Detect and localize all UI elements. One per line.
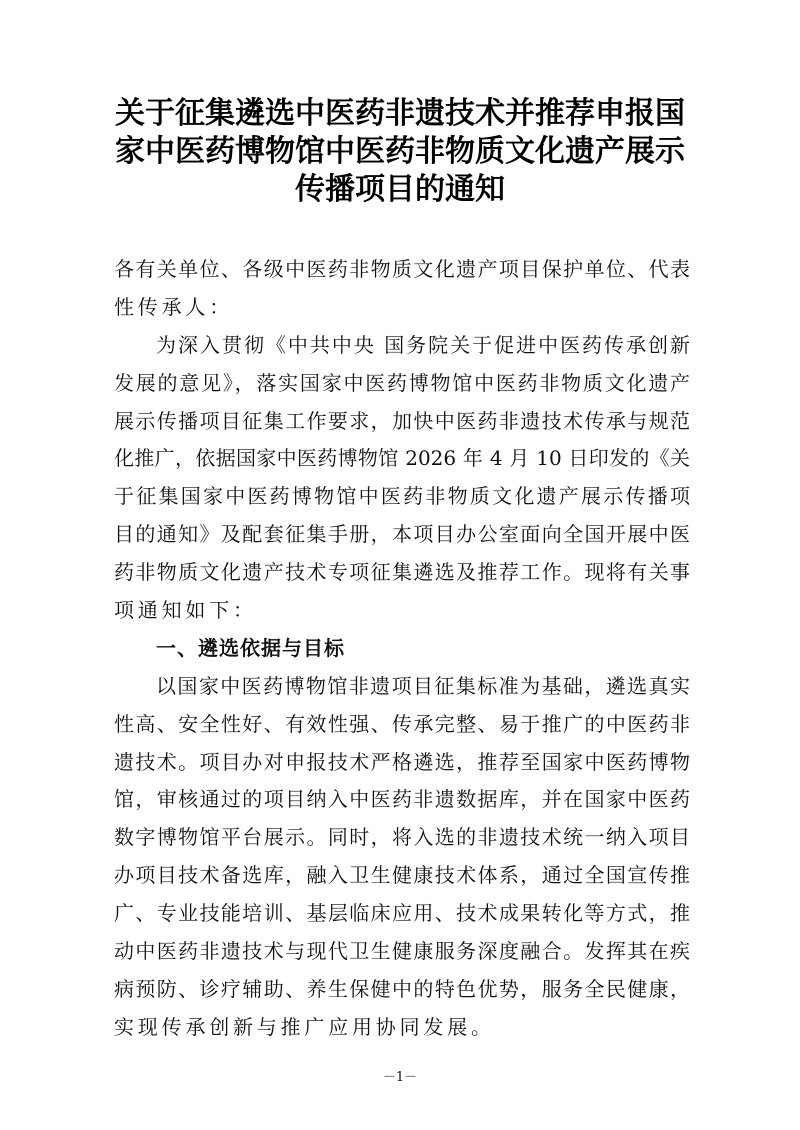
- paragraph-line: 于征集国家中医药博物馆中医药非物质文化遗产展示传播项: [114, 484, 690, 509]
- paragraph-line: 项通知如下：: [114, 598, 257, 623]
- paragraph-line: 数字博物馆平台展示。同时，将入选的非遗技术统一纳入项目: [114, 825, 690, 850]
- paragraph-line: 发展的意见》，落实国家中医药博物馆中医药非物质文化遗产: [114, 370, 690, 395]
- paragraph-line: 实现传承创新与推广应用协同发展。: [114, 1014, 495, 1039]
- salutation-line: 各有关单位、各级中医药非物质文化遗产项目保护单位、代表: [114, 257, 690, 281]
- paragraph-line: 广、专业技能培训、基层临床应用、技术成果转化等方式，推: [114, 901, 690, 926]
- paragraph-line: 以国家中医药博物馆非遗项目征集标准为基础，遴选真实: [156, 673, 690, 698]
- document-body: [114, 251, 690, 1047]
- paragraph-line: 目的通知》及配套征集手册，本项目办公室面向全国开展中医: [114, 522, 690, 547]
- paragraph-line: 性高、安全性好、有效性强、传承完整、易于推广的中医药非: [114, 711, 690, 736]
- document-title: [108, 95, 692, 209]
- paragraph-line: 动中医药非遗技术与现代卫生健康服务深度融合。发挥其在疾: [114, 939, 690, 964]
- page-number: －1－: [382, 1070, 418, 1085]
- paragraph-line: 遗技术。项目办对申报技术严格遴选，推荐至国家中医药博物: [114, 749, 690, 774]
- paragraph-line: 病预防、诊疗辅助、养生保健中的特色优势，服务全民健康，: [114, 976, 690, 1001]
- paragraph-line: 办项目技术备选库，融入卫生健康技术体系，通过全国宣传推: [114, 863, 690, 888]
- title-line: 关于征集遴选中医药非遗技术并推荐申报国: [115, 96, 685, 131]
- paragraph-line: 药非物质文化遗产技术专项征集遴选及推荐工作。现将有关事: [114, 560, 690, 585]
- title-line: 家中医药博物馆中医药非物质文化遗产展示: [115, 134, 685, 169]
- section-heading: 一、遴选依据与目标: [156, 635, 345, 660]
- title-line: 传播项目的通知: [295, 172, 505, 207]
- paragraph-line: 为深入贯彻《中共中央 国务院关于促进中医药传承创新: [156, 332, 690, 357]
- paragraph-line: 化推广，依据国家中医药博物馆 2026 年 4 月 10 日印发的《关: [114, 446, 690, 471]
- paragraph-line: 馆，审核通过的项目纳入中医药非遗数据库，并在国家中医药: [114, 787, 690, 812]
- salutation-line: 性传承人：: [114, 294, 233, 319]
- paragraph-line: 展示传播项目征集工作要求，加快中医药非遗技术传承与规范: [114, 408, 690, 433]
